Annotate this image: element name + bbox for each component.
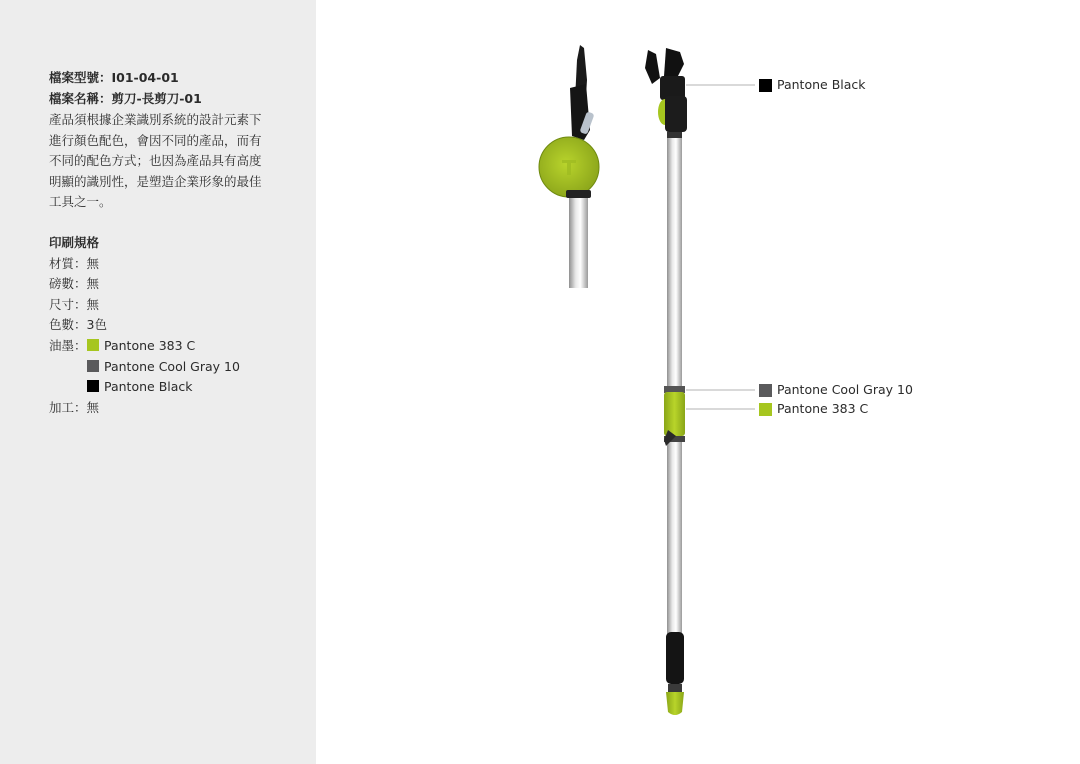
file-name: 檔案名稱：剪刀-長剪刀-01	[49, 91, 202, 106]
callout-label: Pantone Cool Gray 10	[777, 382, 913, 397]
spec-weight: 磅數：無	[49, 276, 100, 291]
ink-name: Pantone 383 C	[104, 338, 196, 353]
file-model: 檔案型號：I01-04-01	[49, 70, 179, 85]
long-pruner-full-image	[645, 48, 687, 715]
ink-name: Pantone Cool Gray 10	[104, 359, 240, 374]
description-line: 不同的配色方式；也因為產品具有高度	[49, 153, 262, 168]
spec-material: 材質：無	[49, 256, 100, 271]
callout-head	[759, 77, 866, 93]
description-line: 明顯的識別性，是塑造企業形象的最佳	[49, 174, 262, 189]
description-line: 工具之一。	[49, 194, 112, 209]
callout-swatch	[759, 403, 772, 416]
callout-label: Pantone 383 C	[777, 401, 869, 416]
spec-finishing: 加工：無	[49, 400, 100, 415]
callout-grip-green	[759, 401, 868, 417]
print-spec-heading: 印刷規格	[49, 235, 100, 250]
callout-swatch	[759, 79, 772, 92]
spec-ink-label: 油墨：	[49, 338, 87, 353]
callout-grip-gray	[759, 382, 913, 398]
description-line: 進行顏色配色，會因不同的產品，而有	[49, 133, 262, 148]
ink-name: Pantone Black	[104, 379, 193, 394]
callout-label: Pantone Black	[777, 77, 866, 92]
callout-swatch	[759, 384, 772, 397]
pruner-head-closeup-image	[539, 45, 599, 288]
spec-colors: 色數：3色	[49, 317, 107, 332]
spec-size: 尺寸：無	[49, 297, 100, 312]
description-line: 產品須根據企業識別系統的設計元素下	[49, 112, 262, 127]
